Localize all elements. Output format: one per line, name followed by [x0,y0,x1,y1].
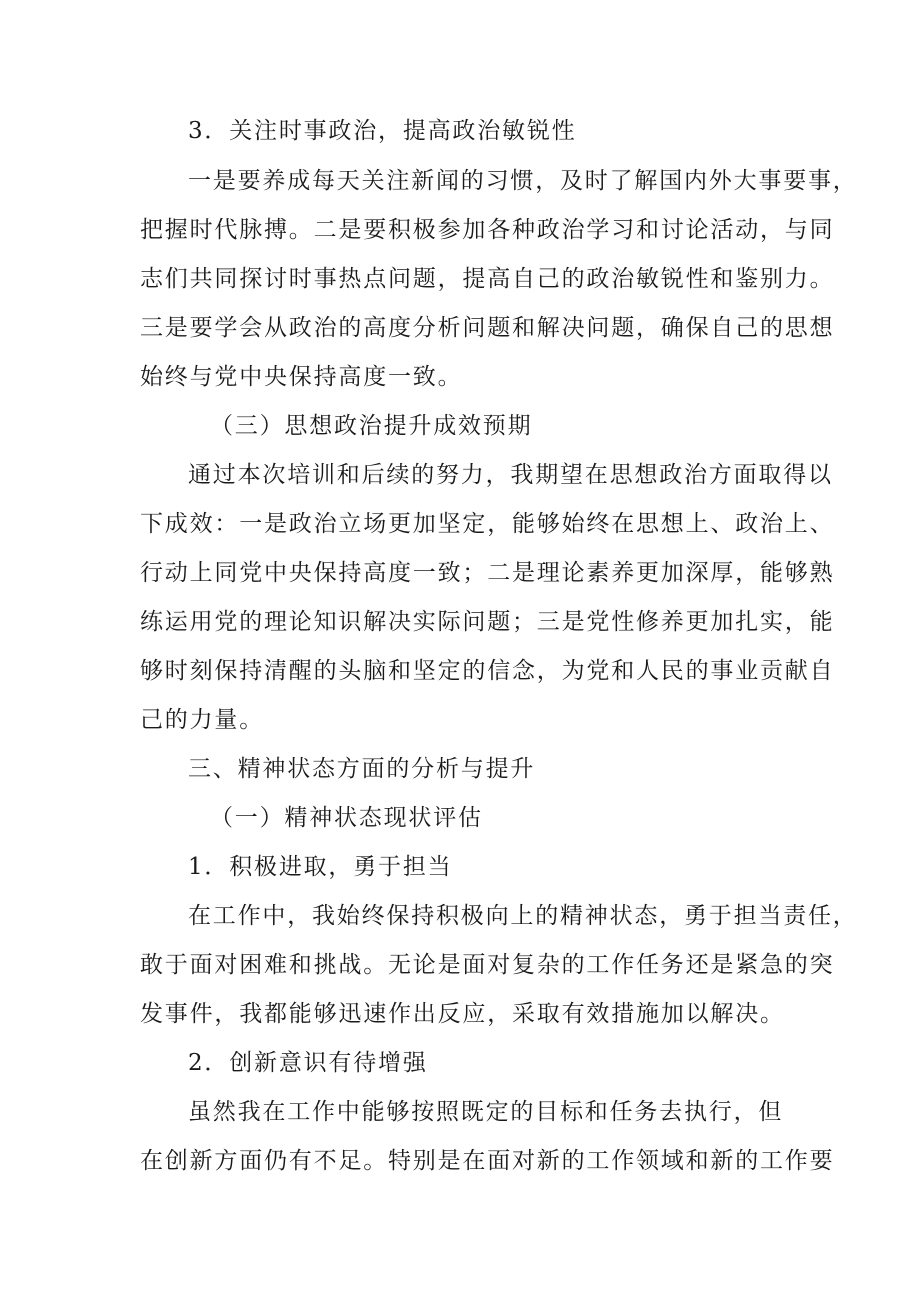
subheading-1: 1．积极进取，勇于担当 [188,854,453,880]
section-heading-1: （一）精神状态现状评估 [210,805,483,831]
paragraph-line: 志们共同探讨时事热点问题，提高自己的政治敏锐性和鉴别力。 [140,266,835,292]
paragraph-line: 下成效：一是政治立场更加坚定，能够始终在思想上、政治上、 [140,511,835,537]
paragraph-line: 在工作中，我始终保持积极向上的精神状态，勇于担当责任， [188,903,858,929]
paragraph-line: 敢于面对困难和挑战。无论是面对复杂的工作任务还是紧急的突 [140,952,835,978]
paragraph-line: 三是要学会从政治的高度分析问题和解决问题，确保自己的思想 [140,315,835,341]
subheading-3: 3．关注时事政治，提高政治敏锐性 [188,118,577,144]
paragraph-line: 在创新方面仍有不足。特别是在面对新的工作领域和新的工作要 [140,1148,835,1174]
paragraph-line: 练运用党的理论知识解决实际问题；三是党性修养更加扎实，能 [140,609,835,635]
paragraph-line: 己的力量。 [140,707,264,733]
chapter-heading: 三、精神状态方面的分析与提升 [188,756,536,782]
paragraph-line: 一是要养成每天关注新闻的习惯，及时了解国内外大事要事， [188,168,858,194]
paragraph-line: 把握时代脉搏。二是要积极参加各种政治学习和讨论活动，与同 [140,217,835,243]
paragraph-line: 通过本次培训和后续的努力，我期望在思想政治方面取得以 [188,462,833,488]
paragraph-line: 发事件，我都能够迅速作出反应，采取有效措施加以解决。 [140,1001,785,1027]
section-heading-3: （三）思想政治提升成效预期 [210,413,533,439]
paragraph-line: 始终与党中央保持高度一致。 [140,364,463,390]
paragraph-line: 够时刻保持清醒的头脑和坚定的信念，为党和人民的事业贡献自 [140,658,835,684]
paragraph-line: 行动上同党中央保持高度一致；二是理论素养更加深厚，能够熟 [140,560,835,586]
paragraph-line: 虽然我在工作中能够按照既定的目标和任务去执行，但 [188,1099,784,1125]
subheading-2: 2．创新意识有待增强 [188,1050,428,1076]
